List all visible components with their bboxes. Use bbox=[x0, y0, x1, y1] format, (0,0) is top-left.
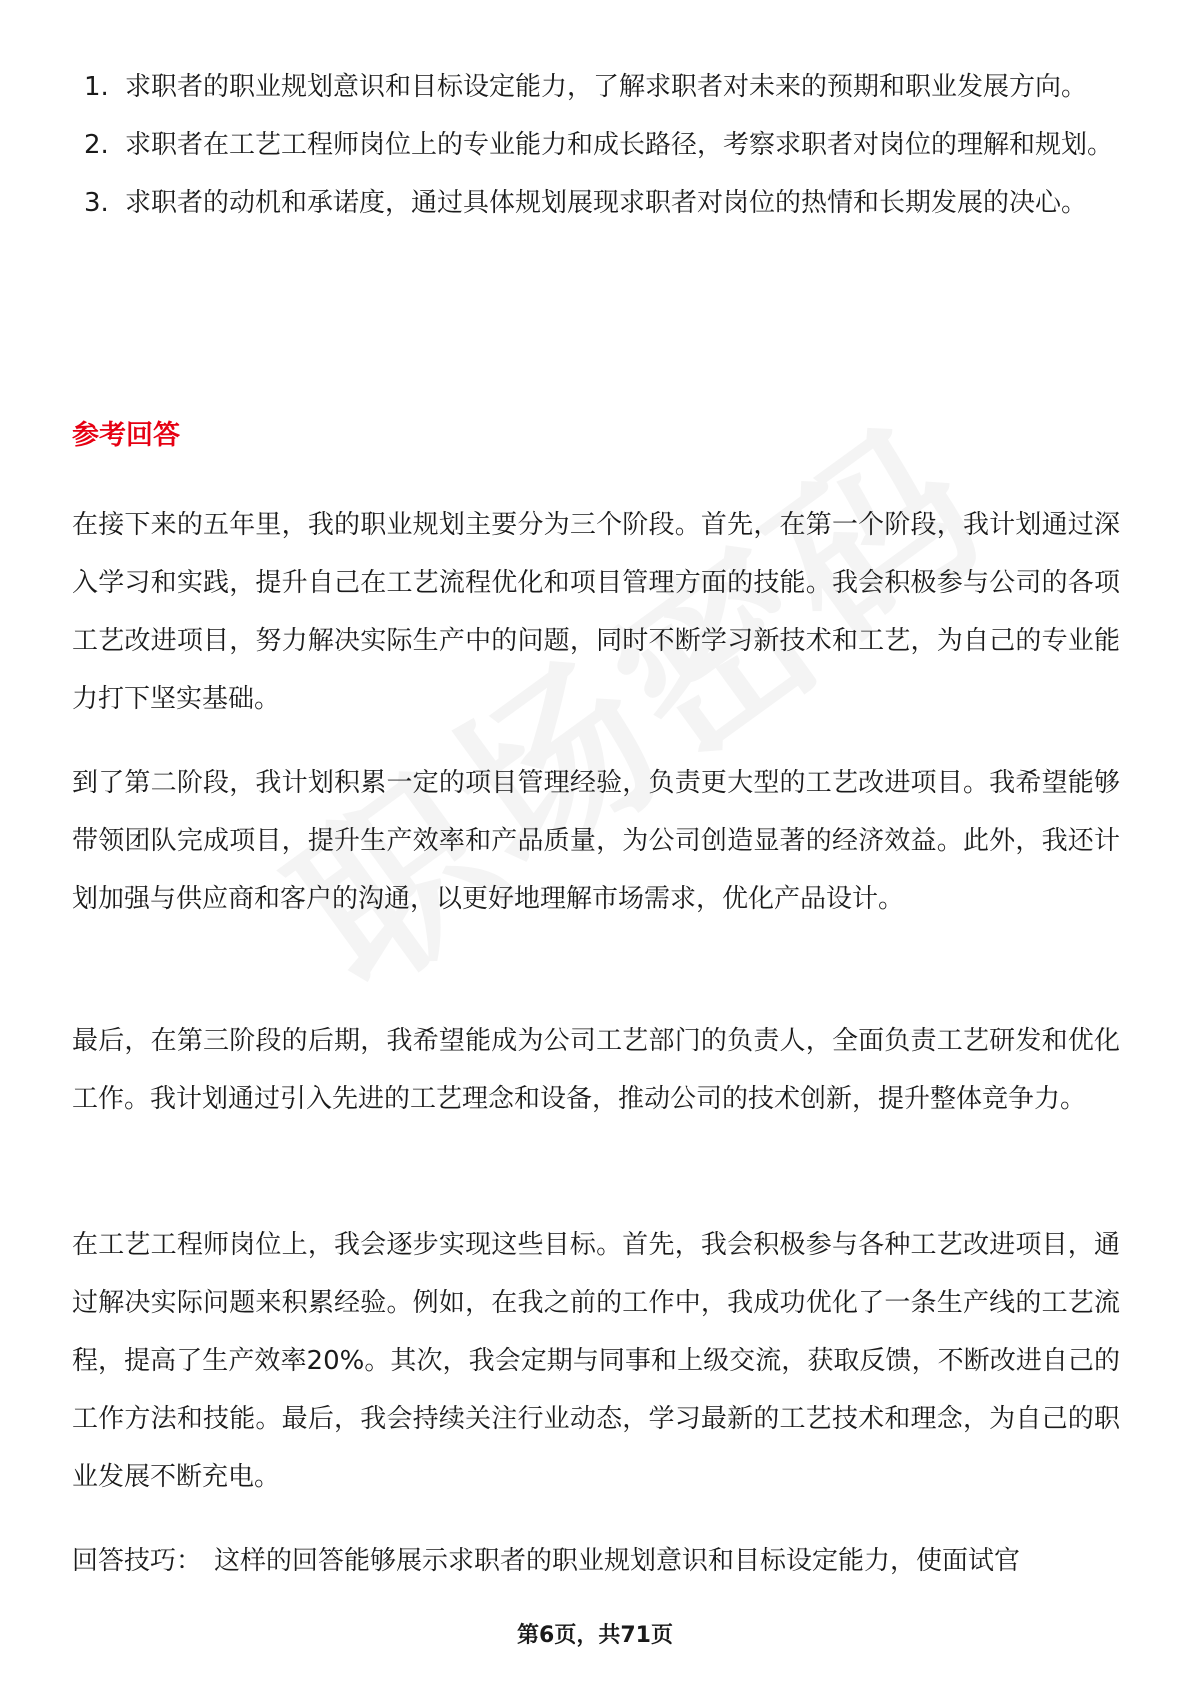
answer-paragraph: 在工艺工程师岗位上，我会逐步实现这些目标。首先，我会积极参与各种工艺改进项目，通过解决实际问题来积累经验。例如，在我之前的工作中，我成功优化了一条生产线的工艺流程，提高了生产效率20%。其次，我会定期与同事和上级交流，获取反馈，不断改进自己的工作方法和技能。最后，我会持续关注行业动态，学习最新的工艺技术和理念，为自己的职业发展不断充电。 bbox=[72, 1230, 1120, 1492]
answer-paragraph: 在接下来的五年里，我的职业规划主要分为三个阶段。首先，在第一个阶段，我计划通过深入学习和实践，提升自己在工艺流程优化和项目管理方面的技能。我会积极参与公司的各项工艺改进项目，努力解决实际生产中的问题，同时不断学习新技术和工艺，为自己的专业能力打下坚实基础。 bbox=[72, 510, 1120, 714]
list-item bbox=[72, 58, 1122, 116]
answer-paragraph: 到了第二阶段，我计划积累一定的项目管理经验，负责更大型的工艺改进项目。我希望能够带领团队完成项目，提升生产效率和产品质量，为公司创造显著的经济效益。此外，我还计划加强与供应商和客户的沟通，以更好地理解市场需求，优化产品设计。 bbox=[72, 768, 1120, 914]
tip-text: 这样的回答能够展示求职者的职业规划意识和目标设定能力，使面试官 bbox=[214, 1546, 1021, 1576]
answer-paragraph: 最后，在第三阶段的后期，我希望能成为公司工艺部门的负责人，全面负责工艺研发和优化工作。我计划通过引入先进的工艺理念和设备，推动公司的技术创新，提升整体竞争力。 bbox=[72, 1026, 1120, 1114]
list-item-text: 求职者的职业规划意识和目标设定能力，了解求职者对未来的预期和职业发展方向。 bbox=[125, 72, 1088, 102]
list-item-number: 2. bbox=[84, 130, 109, 160]
assessment-points-list bbox=[72, 58, 1122, 232]
list-item-text: 求职者的动机和承诺度，通过具体规划展现求职者对岗位的热情和长期发展的决心。 bbox=[125, 188, 1088, 218]
tip-label: 回答技巧： bbox=[72, 1546, 203, 1576]
list-item-number: 3. bbox=[84, 188, 109, 218]
list-item-number: 1. bbox=[84, 72, 109, 102]
answer-tip bbox=[72, 1532, 1120, 1590]
list-item bbox=[72, 116, 1122, 174]
page-number: 第6页，共71页 bbox=[517, 1623, 673, 1648]
section-title: 参考回答 bbox=[72, 420, 180, 451]
list-item-text: 求职者在工艺工程师岗位上的专业能力和成长路径，考察求职者对岗位的理解和规划。 bbox=[125, 130, 1114, 160]
list-item bbox=[72, 174, 1122, 232]
